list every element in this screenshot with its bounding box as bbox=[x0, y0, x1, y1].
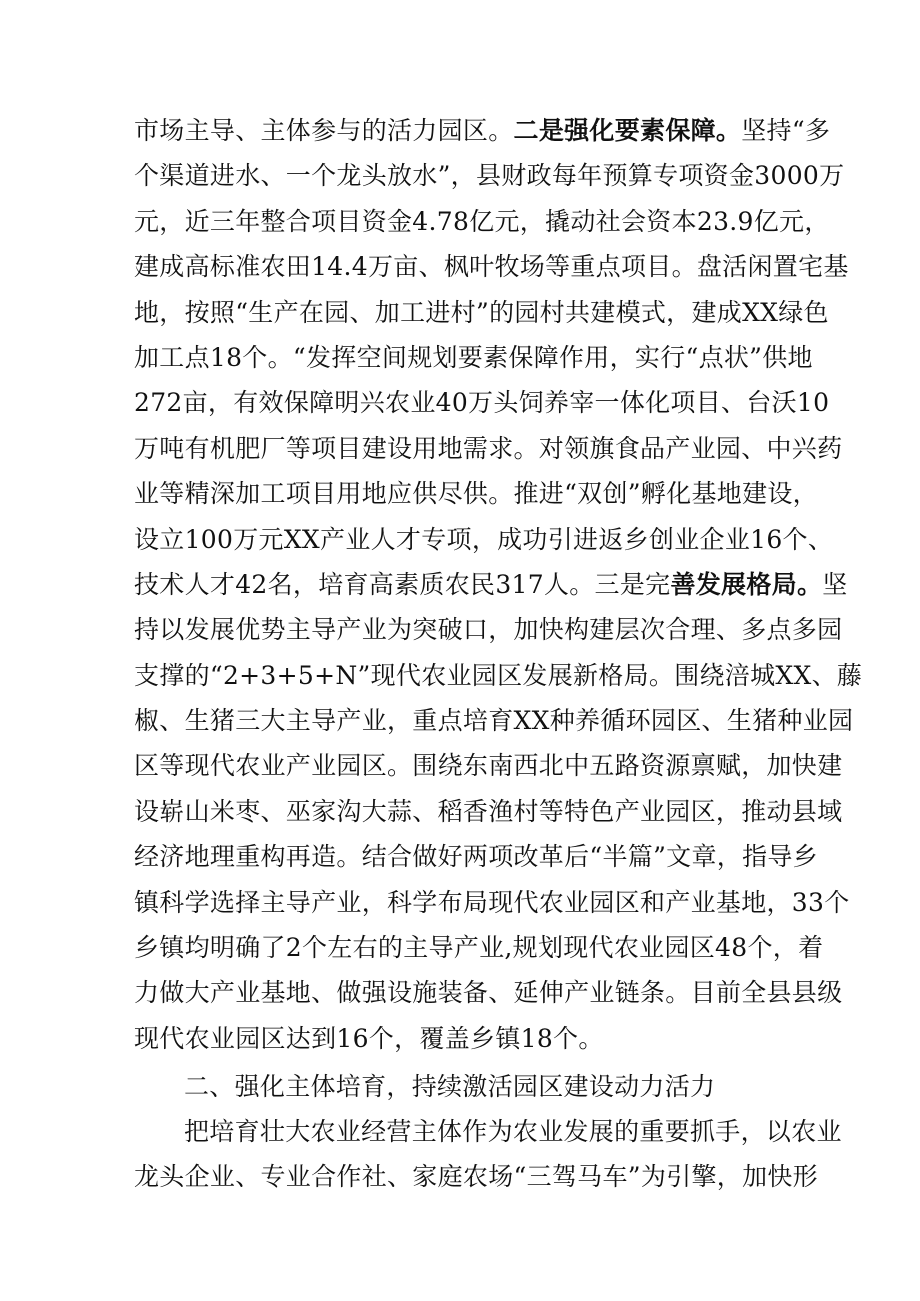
bold-lead-phrase: 善发展格局。 bbox=[670, 569, 823, 599]
text-segment: 坚持“多 bbox=[741, 116, 831, 145]
text-line bbox=[134, 471, 818, 516]
text-segment: 业等精深加工项目用地应供尽供。推进“双创”孵化基地建设， bbox=[134, 479, 818, 509]
text-segment: 镇科学选择主导产业，科学布局现代农业园区和产业基地，33个 bbox=[134, 887, 850, 917]
text-segment: 设立100万元XX产业人才专项，成功引进返乡创业企业16个、 bbox=[134, 524, 834, 554]
text-segment: 万吨有机肥厂等项目建设用地需求。对领旗食品产业园、中兴药 bbox=[134, 433, 843, 463]
text-line bbox=[134, 1154, 818, 1199]
text-line bbox=[134, 517, 834, 562]
text-line bbox=[134, 743, 843, 788]
text-line bbox=[134, 1016, 794, 1061]
text-segment: 技术人才42名，培育高素质农民317人。三是完 bbox=[134, 569, 671, 599]
paragraph-2 bbox=[134, 1109, 842, 1200]
text-segment: 支撑的“2+3+5+N”现代农业园区发展新格局。围绕涪城XX、藤 bbox=[134, 660, 863, 690]
text-line bbox=[134, 834, 818, 879]
text-line bbox=[134, 880, 850, 925]
text-line bbox=[134, 335, 813, 380]
text-segment: 现代农业园区达到16个，覆盖乡镇18个。 bbox=[134, 1023, 604, 1053]
text-line bbox=[134, 562, 848, 607]
text-segment: 加工点18个。“发挥空间规划要素保障作用，实行“点状”供地 bbox=[134, 342, 813, 372]
text-line bbox=[134, 925, 824, 970]
text-segment: 经济地理重构再造。结合做好两项改革后“半篇”文章，指导乡 bbox=[134, 842, 818, 872]
text-segment: 持以发展优势主导产业为突破口，加快构建层次合理、多点多园 bbox=[134, 615, 843, 645]
text-segment: 地，按照“生产在园、加工进村”的园村共建模式，建成XX绿色 bbox=[134, 297, 829, 327]
text-segment: 坚 bbox=[822, 569, 848, 599]
text-line bbox=[134, 244, 849, 289]
text-line bbox=[134, 607, 843, 652]
text-segment: 设崭山米枣、巫家沟大蒜、稻香渔村等特色产业园区，推动县域 bbox=[134, 796, 843, 826]
text-segment: 椒、生猪三大主导产业，重点培育XX种养循环园区、生猪种业园 bbox=[134, 706, 854, 736]
text-segment: 市场主导、主体参与的活力园区。 bbox=[134, 116, 514, 145]
text-line bbox=[134, 108, 831, 153]
text-segment: 272亩，有效保障明兴农业40万头饲养宰一体化项目、台沃10 bbox=[134, 388, 830, 418]
section-heading: 二、强化主体培育，持续激活园区建设动力活力 bbox=[184, 1072, 716, 1101]
text-line bbox=[134, 380, 830, 425]
text-line bbox=[134, 970, 843, 1015]
text-segment: 龙头企业、专业合作社、家庭农场“三驾马车”为引擎，加快形 bbox=[134, 1162, 818, 1192]
text-line bbox=[134, 290, 829, 335]
text-segment: 区等现代农业产业园区。围绕东南西北中五路资源禀赋，加快建 bbox=[134, 751, 843, 781]
text-line bbox=[134, 199, 830, 244]
text-segment: 元，近三年整合项目资金4.78亿元，撬动社会资本23.9亿元， bbox=[134, 206, 830, 236]
text-line bbox=[134, 698, 854, 743]
text-segment: 把培育壮大农业经营主体作为农业发展的重要抓手，以农业 bbox=[184, 1117, 842, 1146]
text-line bbox=[134, 789, 843, 834]
text-line bbox=[134, 1109, 842, 1154]
text-segment: 建成高标准农田14.4万亩、枫叶牧场等重点项目。盘活闲置宅基 bbox=[134, 252, 849, 282]
text-segment: 个渠道进水、一个龙头放水”，县财政每年预算专项资金3000万 bbox=[134, 161, 845, 191]
text-line bbox=[134, 426, 843, 471]
text-line bbox=[134, 153, 845, 198]
text-segment: 乡镇均明确了2个左右的主导产业,规划现代农业园区48个，着 bbox=[134, 933, 824, 963]
paragraph-1 bbox=[134, 108, 863, 1061]
text-line bbox=[134, 653, 863, 698]
bold-lead-phrase: 二是强化要素保障。 bbox=[513, 116, 742, 145]
text-segment: 力做大产业基地、做强设施装备、延伸产业链条。目前全县县级 bbox=[134, 978, 843, 1008]
